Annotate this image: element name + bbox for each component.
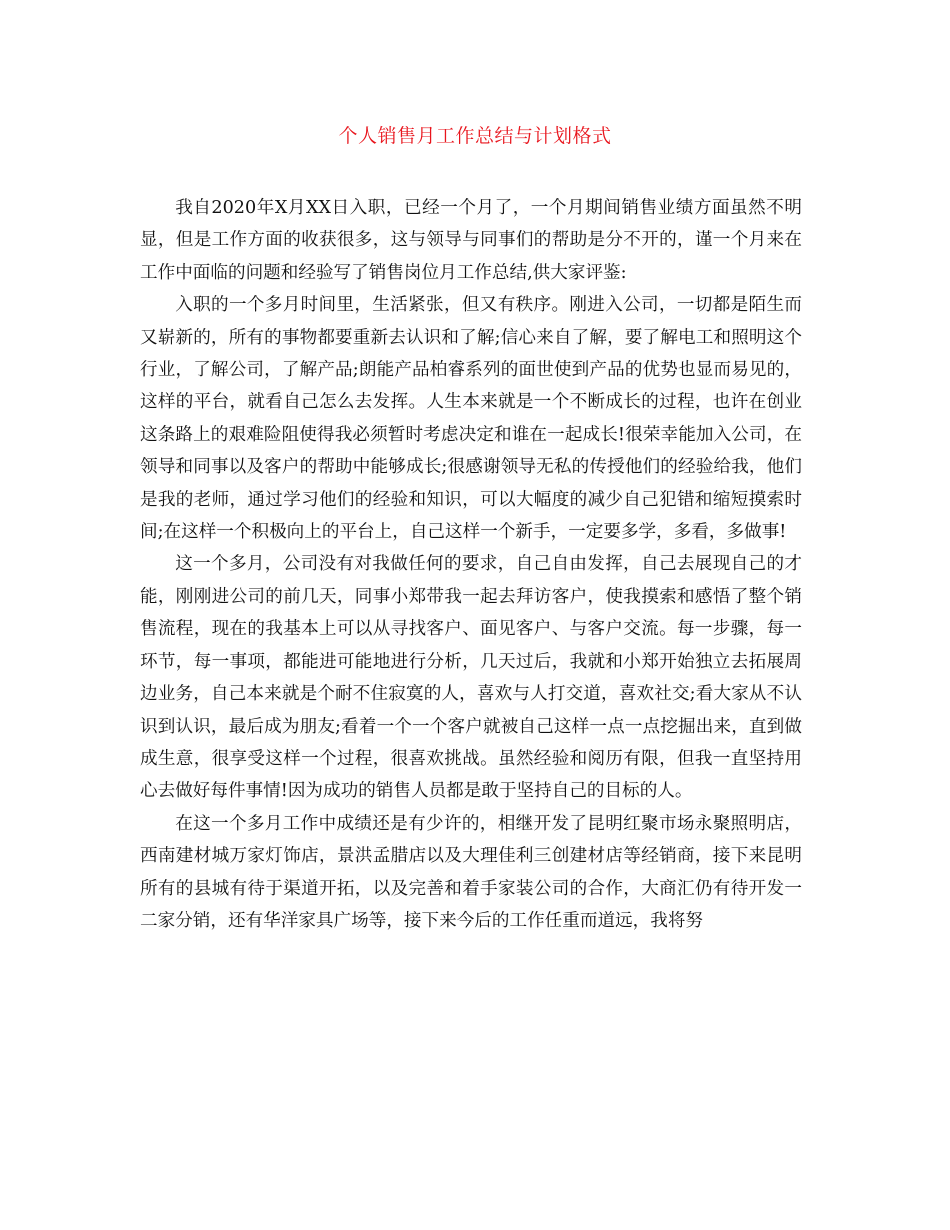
paragraph-achievements: 在这一个多月工作中成绩还是有少许的，相继开发了昆明红聚市场永聚照明店，西南建材城万家灯饰店，景洪孟腊店以及大理佳利三创建材店等经销商，接下来昆明所有的县城有待于渠道开拓，以及完善和着手家装公司的合作，大商汇仍有待开发一二家分销，还有华洋家具广场等，接下来今后的工作任重而道远，我将努: [140, 813, 802, 931]
document-title: 个人销售月工作总结与计划格式: [338, 125, 612, 147]
paragraph-intro: 我自2020年X月XX日入职，已经一个月了，一个月期间销售业绩方面虽然不明显，但是工作方面的收获很多，这与领导与同事们的帮助是分不开的，谨一个月来在工作中面临的问题和经验写了销售岗位月工作总结,供大家评鉴:: [140, 198, 802, 283]
paragraph-onboarding: 入职的一个多月时间里，生活紧张，但又有秩序。刚进入公司，一切都是陌生而又崭新的，所有的事物都要重新去认识和了解;信心来自了解，要了解电工和照明这个行业，了解公司，了解产品;朗能产品柏睿系列的面世使到产品的优势也显而易见的，这样的平台，就看自己怎么去发挥。人生本来就是一个不断成长的过程，也许在创业这条路上的艰难险阻使得我必须暂时考虑决定和谁在一起成长!很荣幸能加入公司，在领导和同事以及客户的帮助中能够成长;很感谢领导无私的传授他们的经验给我，他们是我的老师，通过学习他们的经验和知识，可以大幅度的减少自己犯错和缩短摸索时间;在这样一个积极向上的平台上，自己这样一个新手，一定要多学，多看，多做事!: [140, 295, 802, 543]
paragraph-experience: 这一个多月，公司没有对我做任何的要求，自己自由发挥，自己去展现自己的才能，刚刚进公司的前几天，同事小郑带我一起去拜访客户，使我摸索和感悟了整个销售流程，现在的我基本上可以从寻找客户、面见客户、与客户交流。每一步骤，每一环节，每一事项，都能进可能地进行分析，几天过后，我就和小郑开始独立去拓展周边业务，自己本来就是个耐不住寂寞的人，喜欢与人打交道，喜欢社交;看大家从不认识到认识，最后成为朋友;看着一个一个客户就被自己这样一点一点挖掘出来，直到做成生意，很享受这样一个过程，很喜欢挑战。虽然经验和阅历有限，但我一直坚持用心去做好每件事情!因为成功的销售人员都是敢于坚持自己的目标的人。: [140, 554, 802, 802]
document-body: [140, 192, 802, 937]
